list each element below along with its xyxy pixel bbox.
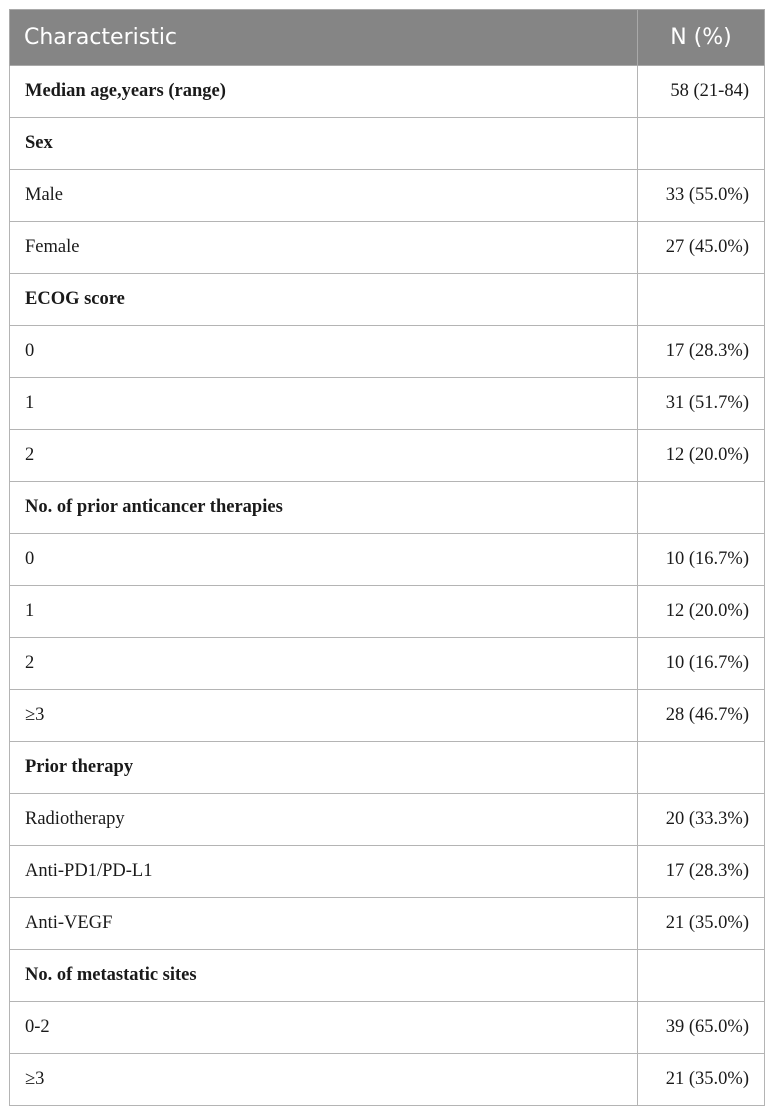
row-label: No. of metastatic sites <box>10 950 638 1002</box>
table-section-row <box>10 66 765 118</box>
row-value: 28 (46.7%) <box>638 690 765 742</box>
table-row <box>10 638 765 690</box>
table-body <box>10 66 765 1106</box>
table-row <box>10 326 765 378</box>
row-value: 27 (45.0%) <box>638 222 765 274</box>
row-label: 2 <box>10 638 638 690</box>
row-value: 17 (28.3%) <box>638 846 765 898</box>
row-label: Median age,years (range) <box>10 66 638 118</box>
row-label: 0-2 <box>10 1002 638 1054</box>
row-value: 58 (21-84) <box>638 66 765 118</box>
row-label: Female <box>10 222 638 274</box>
row-label: Prior therapy <box>10 742 638 794</box>
row-label: Anti-VEGF <box>10 898 638 950</box>
table-header <box>10 10 765 66</box>
header-characteristic: Characteristic <box>10 10 638 66</box>
row-value: 39 (65.0%) <box>638 1002 765 1054</box>
table-section-row <box>10 742 765 794</box>
row-value: 21 (35.0%) <box>638 898 765 950</box>
row-label: ≥3 <box>10 690 638 742</box>
table-row <box>10 534 765 586</box>
table-row <box>10 846 765 898</box>
row-value <box>638 742 765 794</box>
row-value: 31 (51.7%) <box>638 378 765 430</box>
row-label: Radiotherapy <box>10 794 638 846</box>
header-row <box>10 10 765 66</box>
row-label: Sex <box>10 118 638 170</box>
table-row <box>10 222 765 274</box>
row-label: 1 <box>10 378 638 430</box>
row-value: 10 (16.7%) <box>638 534 765 586</box>
row-label: 1 <box>10 586 638 638</box>
characteristics-table <box>9 9 765 1106</box>
header-n-percent: N (%) <box>638 10 765 66</box>
table-row <box>10 1002 765 1054</box>
table-row <box>10 378 765 430</box>
table-row <box>10 430 765 482</box>
row-label: 0 <box>10 326 638 378</box>
table-section-row <box>10 274 765 326</box>
row-label: Male <box>10 170 638 222</box>
row-value: 10 (16.7%) <box>638 638 765 690</box>
table-section-row <box>10 118 765 170</box>
row-value: 12 (20.0%) <box>638 586 765 638</box>
row-label: ECOG score <box>10 274 638 326</box>
characteristics-table-container <box>9 9 764 1106</box>
row-label: 2 <box>10 430 638 482</box>
row-value: 33 (55.0%) <box>638 170 765 222</box>
row-value <box>638 274 765 326</box>
table-row <box>10 1054 765 1106</box>
row-value <box>638 950 765 1002</box>
table-section-row <box>10 482 765 534</box>
row-value <box>638 482 765 534</box>
row-value: 12 (20.0%) <box>638 430 765 482</box>
table-row <box>10 170 765 222</box>
row-label: ≥3 <box>10 1054 638 1106</box>
table-row <box>10 586 765 638</box>
table-row <box>10 898 765 950</box>
table-row <box>10 690 765 742</box>
row-value: 20 (33.3%) <box>638 794 765 846</box>
row-label: No. of prior anticancer therapies <box>10 482 638 534</box>
table-section-row <box>10 950 765 1002</box>
row-label: 0 <box>10 534 638 586</box>
table-row <box>10 794 765 846</box>
row-value: 21 (35.0%) <box>638 1054 765 1106</box>
row-value: 17 (28.3%) <box>638 326 765 378</box>
row-value <box>638 118 765 170</box>
row-label: Anti-PD1/PD-L1 <box>10 846 638 898</box>
